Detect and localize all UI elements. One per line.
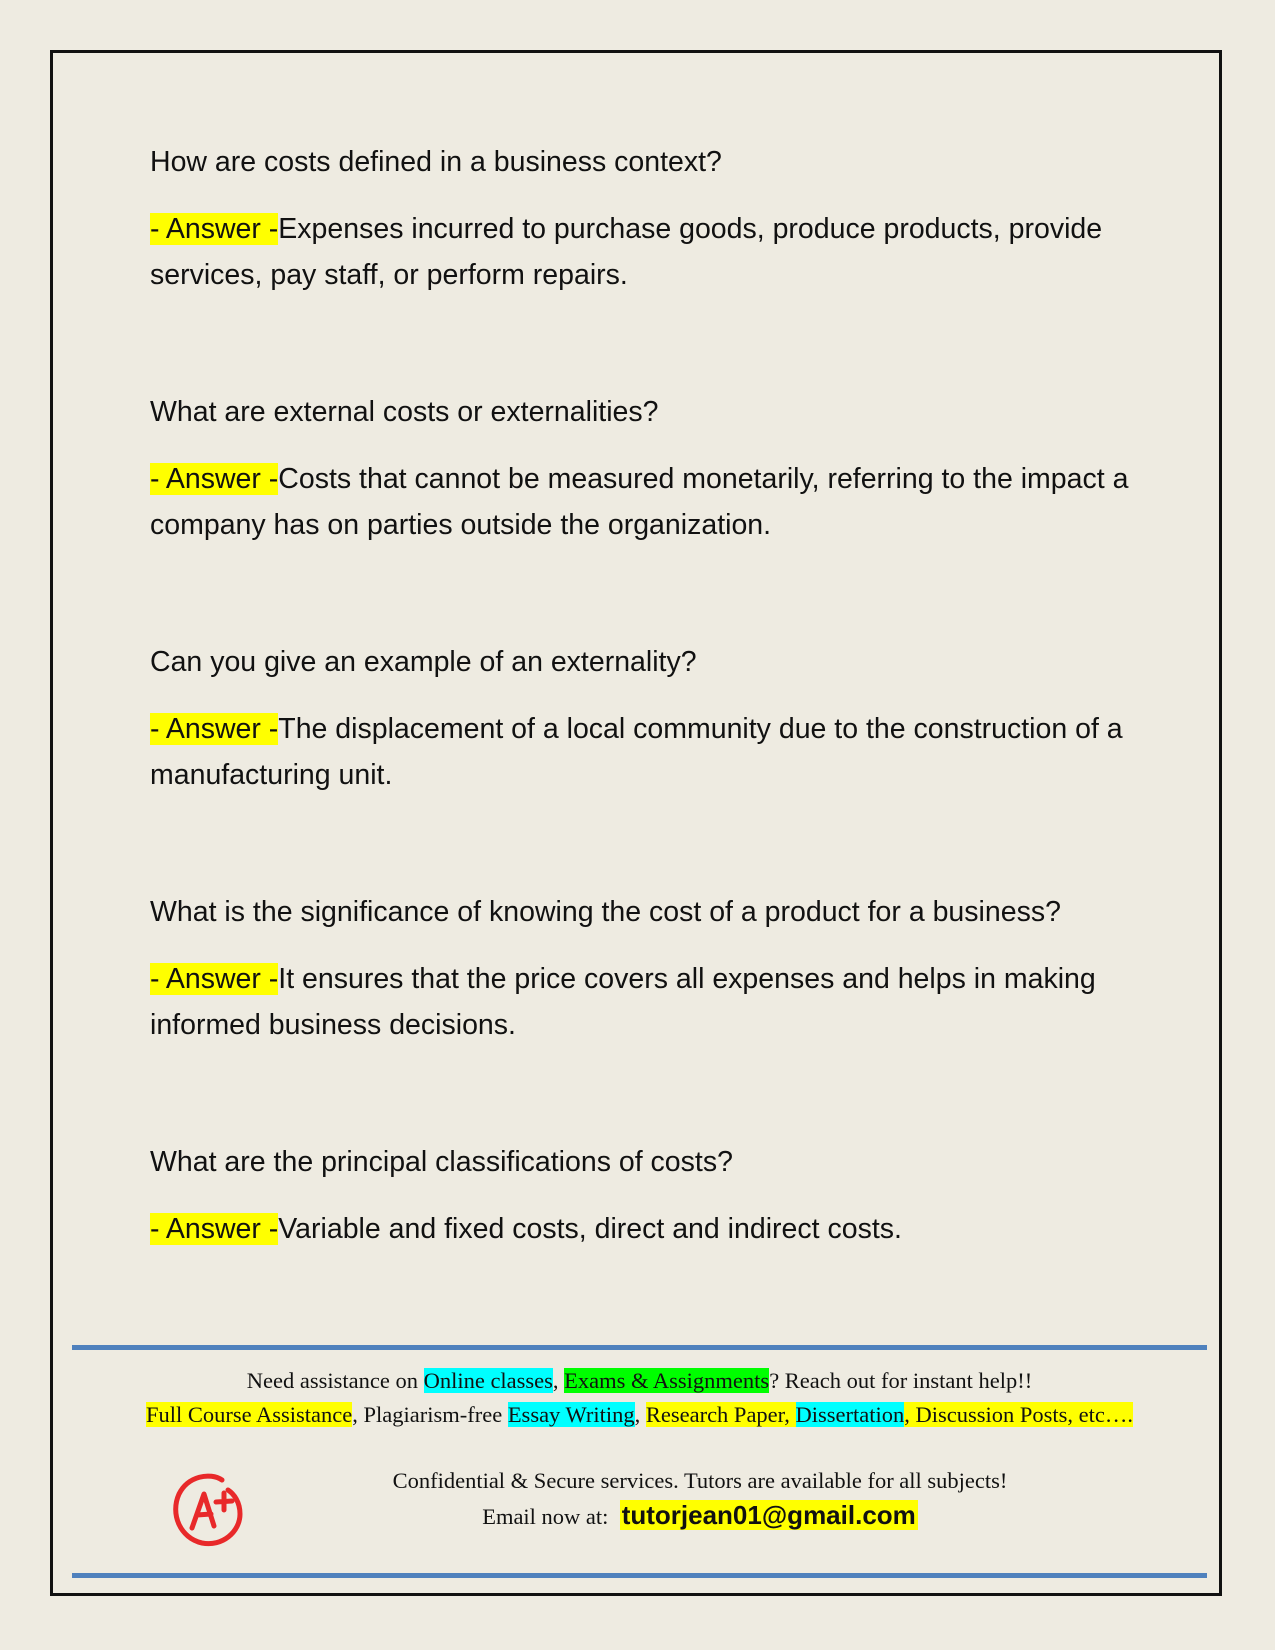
email-prefix: Email now at:	[482, 1504, 609, 1529]
answer	[150, 1206, 1150, 1252]
answer	[150, 706, 1150, 798]
footer-text: , Plagiarism-free	[352, 1402, 508, 1427]
answer-label: - Answer -	[150, 1213, 279, 1245]
qa-block-3	[150, 642, 1150, 798]
dissertation-highlight: Dissertation	[795, 1402, 905, 1427]
footer-text: ? Reach out for instant help!!	[769, 1368, 1033, 1393]
footer-line-2	[72, 1402, 1207, 1428]
exams-highlight: Exams & Assignments	[564, 1368, 770, 1393]
footer-top-rule	[72, 1345, 1207, 1350]
question: Can you give an example of an externality?	[150, 646, 697, 678]
answer-text: Variable and fixed costs, direct and indirect costs.	[278, 1213, 902, 1245]
question: What are the principal classifications of costs?	[150, 1146, 733, 1178]
question: What are external costs or externalities?	[150, 396, 659, 428]
qa-block-5	[150, 1142, 1150, 1252]
footer-text: ,	[634, 1402, 646, 1427]
research-highlight: Research Paper,	[645, 1402, 796, 1427]
answer-text: The displacement of a local community due to the construction of a manufacturing unit.	[150, 713, 1123, 791]
footer-text: ,	[552, 1368, 565, 1393]
answer-label: - Answer -	[150, 213, 279, 245]
question: What is the significance of knowing the cost of a product for a business?	[150, 896, 1061, 928]
answer	[150, 456, 1150, 548]
answer	[150, 956, 1150, 1048]
qa-block-2	[150, 392, 1150, 548]
answer-text: Expenses incurred to purchase goods, produce products, provide services, pay staff, or perform repairs.	[150, 213, 1103, 291]
full-course-highlight: Full Course Assistance	[145, 1402, 353, 1427]
online-classes-highlight: Online classes	[423, 1368, 553, 1393]
answer-text: Costs that cannot be measured monetarily, referring to the impact a company has on parties outside the organization.	[150, 463, 1129, 541]
footer-line-3: Confidential & Secure services. Tutors are available for all subjects!	[392, 1468, 1008, 1493]
footer-bottom-rule	[72, 1573, 1207, 1578]
answer	[150, 206, 1150, 298]
discussion-highlight: Discussion Posts, etc….	[915, 1402, 1134, 1427]
email-link[interactable]: tutorjean01@gmail.com	[621, 1500, 916, 1530]
footer-text: Need assistance on	[246, 1368, 424, 1393]
qa-block-1	[150, 142, 1150, 298]
footer-line-1	[72, 1368, 1207, 1394]
footer-email-line	[200, 1500, 1200, 1531]
qa-block-4	[150, 892, 1210, 1048]
answer-label: - Answer -	[150, 963, 279, 995]
question: How are costs defined in a business context?	[150, 146, 722, 178]
answer-label: - Answer -	[150, 713, 279, 745]
footer-text: ,	[904, 1402, 916, 1427]
answer-label: - Answer -	[150, 463, 279, 495]
essay-highlight: Essay Writing	[507, 1402, 635, 1427]
answer-text: It ensures that the price covers all expenses and helps in making informed business decisions.	[150, 963, 1096, 1041]
